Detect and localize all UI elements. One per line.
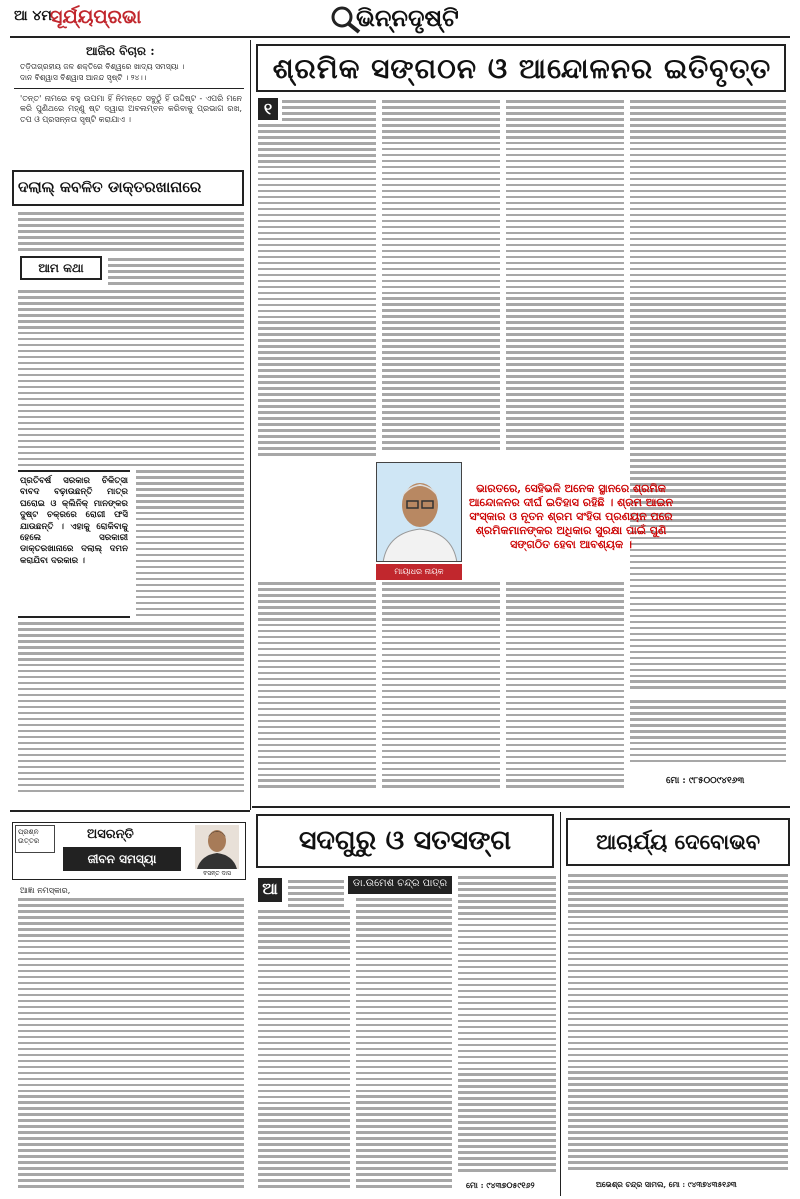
photo-caption: ମାୟାଧର ନାୟକ <box>376 564 462 580</box>
amo-katha-label-box <box>20 256 102 280</box>
lead-col-2 <box>382 100 500 456</box>
boxed-quote-text: ପ୍ରତିବର୍ଷ ସରକାର ଚିକିତ୍ସା ବାବଦ ବଢ଼ାଉଛନ୍ତି ମାତ୍ର ଘରୋଇ ଓ କ୍ଲିନିକ୍ ମାନଙ୍କର ଦୁଷ୍ଟ ଚକ୍ରରେ ରୋଗୀ ଫସି ଯାଉଛନ୍ତି । ଏହାକୁ ରୋକିବାକୁ ହେଲେ ସରକାରୀ ଡାକ୍ତରଖାନାରେ ଦଲାଲ୍ ଦମନ କରାଯିବା ଦରକାର । <box>20 476 128 566</box>
dalal-body-top <box>18 212 244 254</box>
asaranti-body <box>18 898 244 1194</box>
dalal-title-box <box>12 170 244 206</box>
acharya-title-box <box>566 818 790 866</box>
sadguru-col-1 <box>258 910 350 1194</box>
page-number: ଆ ୪ମ <box>14 8 52 24</box>
asaranti-title-2: ଜୀବନ ସମସ୍ୟା <box>63 847 181 871</box>
lead-dropcap: ୧ <box>258 98 278 120</box>
lead-col-4 <box>630 100 786 696</box>
columnist-name: ବସନ୍ତ ଦାସ <box>203 870 231 877</box>
acharya-body <box>568 874 788 1174</box>
asaranti-intro: ଆଜ୍ଞା ନମସ୍କାର, <box>20 886 71 895</box>
aji-bichar-body: 'ତନ୍ତ' ନାମରେ ବହୁ ଉପମା ହିଁ ନିମନ୍ତେ ସବୁଠୁଁ ହିଁ ଉଦ୍ଦିଷ୍ଟ - ଏପରି ମନେ କରି ପୁଣିଥରେ ମହ୍ଣୁ ଷ୍ଟ ଦ୍ୱାରା ଅବଲମ୍ବନ କରିବାକୁ ପ୍ରଭାଗ ରଖ, ତପ ଓ ପ୍ରସନ୍ନତା ସୃଷ୍ଟି କରାଯାଏ । <box>20 94 242 124</box>
acharya-author-phone: ଅଭେଶ୍ର ଚନ୍ଦ୍ର ସାମଲ, ମୋ : ୯୪୩୭୪୩୫୧୬୩ <box>596 1180 737 1189</box>
aji-bichar-heading: ଆଜିର ବିଚାର : <box>86 44 155 58</box>
dalal-body-bottom <box>18 622 244 800</box>
acharya-title: ଆଚାର୍ଯ୍ୟ ଦେବୋଭବ <box>595 829 761 854</box>
masthead-rule <box>10 36 790 38</box>
section-title: ଭିନ୍ନଦୃଷ୍ଟି <box>356 3 459 32</box>
sadguru-title: ସଦଗୁରୁ ଓ ସତସଙ୍ଗ <box>298 825 512 856</box>
lead-title: ଶ୍ରମିକ ସଙ୍ଗଠନ ଓ ଆନ୍ଦୋଳନର ଇତିବୃତ୍ତ <box>272 52 772 85</box>
sadguru-col-2 <box>356 898 452 1194</box>
asaranti-corner-label: ପ୍ରଶ୍ନ ଉତ୍ତର <box>15 825 55 853</box>
asaranti-title-1: ଅସରନ୍ତି <box>87 827 134 842</box>
amo-katha-label: ଆମ କଥା <box>38 261 84 275</box>
author-photo <box>376 462 462 562</box>
dalal-body-mid <box>18 290 244 470</box>
sadguru-dropcap: ଆ <box>258 878 282 902</box>
dalal-title: ଦଲାଲ୍ କବଳିତ ଡାକ୍ତରଖାନାରେ <box>18 178 202 196</box>
aji-line-1: ତଡ଼ିତାଗ୍ରହୀୟ ଜଳ ଶକ୍ତିରେ ବିଶ୍ୱରେ ଖାଦ୍ୟ ସମସ୍ୟା । <box>20 62 185 71</box>
lead-author-phone: ମୋ : ୯୮୫୦୦୯୪୧୬୩ <box>666 776 745 786</box>
sadguru-title-box <box>256 814 554 868</box>
sadguru-phone: ମୋ : ୯୪୩୭୦୫୯୧୬୨ <box>466 1180 535 1190</box>
dalal-boxed-quote <box>18 470 130 618</box>
lead-pullquote: ଭାରତରେ, ସେହିଭଳି ଅନେକ ସ୍ଥାନରେ ଶ୍ରମିକ ଆନ୍ଦୋଳନର ଦୀର୍ଘ ଇତିହାସ ରହିଛି । ଶ୍ରମ ଆଇନ ସଂସ୍କାର ଓ ନୂତନ ଶ୍ରମ ସଂହିତା ପ୍ରଣୟନ ପରେ ଶ୍ରମିକମାନଙ୍କର ଅଧିକାର ସୁରକ୍ଷା ପାଇଁ ପୁଣି ସଙ୍ଗଠିତ ହେବା ଆବଶ୍ୟକ । <box>468 482 674 551</box>
newspaper-logo: ସୂର୍ଯ୍ୟପ୍ରଭା <box>50 6 142 28</box>
aji-line-2: ଦାନ ବିଶ୍ୱାସ ବିଶ୍ୱାସ ଆନନ୍ଦ ସୃଷ୍ଟି । ୨୪।। <box>20 73 147 82</box>
asaranti-header-box <box>12 822 246 880</box>
sadguru-byline: ଡା.ଉମେଶ ଚନ୍ଦ୍ର ପାତ୍ର <box>348 876 452 894</box>
lead-col-3 <box>506 100 624 456</box>
sadguru-col-3 <box>458 876 556 1176</box>
columnist-photo <box>195 825 239 869</box>
lead-col-1 <box>258 124 376 460</box>
